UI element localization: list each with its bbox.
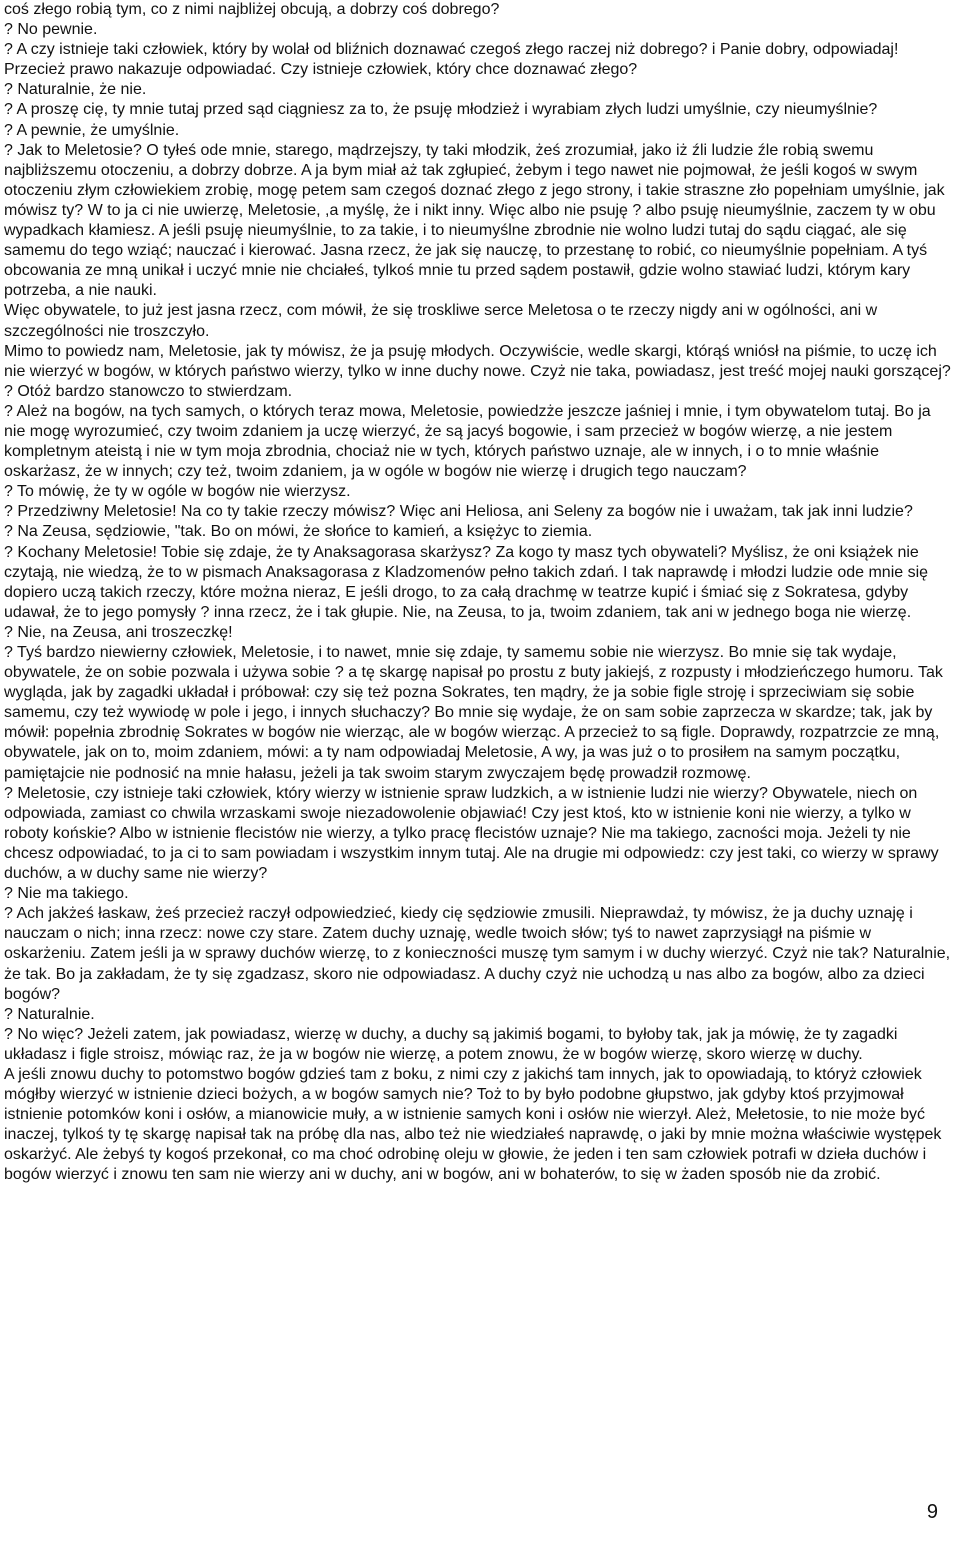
paragraph: ? Otóż bardzo stanowczo to stwierdzam. [4, 382, 293, 400]
paragraph: coś złego robią tym, co z nimi najbliżej obcują, a dobrzy coś dobrego? [4, 1, 500, 18]
paragraph: Więc obywatele, to już jest jasna rzecz, com mówił, że się troskliwe serce Meletosa o te rzeczy nigdy ani w ogólności, ani w szczególności nie troszczyło. [4, 302, 878, 340]
paragraph: ? Ależ na bogów, na tych samych, o których teraz mowa, Meletosie, powiedzże jeszcze jaśniej i mnie, i tym obywatelom tutaj. Bo ja nie mogę wyrozumieć, czy twoim zdaniem ja uczę wierzyć, że są jacyś bogowie, i sam przecież w bogów wierzę, a nie jestem kompletnym ateistą i nie w tym moja zbrodnia, chociaż nie w tych, których państwo uznaje, ale w innych, i o to mnie właśnie oskarżasz, że w innych; czy też, twoim zdaniem, ja w ogóle w bogów nie wierzę i drugich tego nauczam? [4, 402, 931, 481]
paragraph: ? Jak to Meletosie? O tyłeś ode mnie, starego, mądrzejszy, ty taki młodzik, żeś zrozumiał, jako iż źli ludzie źle robią swemu najbliższemu otoczeniu, a dobrzy dobrze. A ja bym miał aż tak zgłupieć, żebym i tego nawet nie pojmował, że jeśli kogoś w swym otoczeniu złym człowiekiem zrobię, mogę petem sam czegoś doznać złego z jego strony, i takie straszne zło popełniam umyślnie, jak mówisz ty? W to ja ci nie uwierzę, Meletosie, ,a myślę, że i nikt inny. Więc albo nie psuję ? albo psuję nieumyślnie, zaczem ty w obu wypadkach kłamiesz. A jeśli psuję nieumyślnie, to za takie, i to nieumyślne zbrodnie nie wolno ludzi tutaj do sądu ciągać, ale się samemu do tego wziąć; nauczać i kierować. Jasna rzecz, że jak się nauczę, to przestanę to robić, co nieumyślnie popełniam. A tyś obcowania ze mną unikał i uczyć mnie nie chciałeś, tylkoś mnie tu przed sądem postawił, gdzie wolno stawiać ludzi, którym kary potrzeba, a nie nauki. [4, 141, 945, 300]
paragraph: ? Ach jakżeś łaskaw, żeś przecież raczył odpowiedzieć, kiedy cię sędziowie zmusili. Nieprawdaż, ty mówisz, że ja duchy uznaję i nauczam o nich; inna rzecz: nowe czy stare. Zatem duchy uznaję, wedle twoich słów; tyś to nawet zaprzysiągł na piśmie w oskarżeniu. Zatem jeśli ja w sprawy duchów wierzę, to z konieczności muszę tym samym i w duchy wierzyć. Czyż nie tak? Naturalnie, że tak. Bo ja zakładam, że ty się zgadzasz, skoro nie odpowiadasz. A duchy czyż nie uchodzą u nas albo za bogów, albo za dzieci bogów? [4, 905, 951, 1003]
paragraph: ? No więc? Jeżeli zatem, jak powiadasz, wierzę w duchy, a duchy są jakimiś bogami, to byłoby tak, jak ja mówię, że ty zagadki układasz i figle stroisz, mówiąc raz, że ja w bogów nie wierzę, a potem znowu, że w bogów wierzę, skoro wierzę w duchy. [4, 1025, 898, 1063]
paragraph: ? Kochany Meletosie! Tobie się zdaje, że ty Anaksagorasa skarżysz? Za kogo ty masz tych obywateli? Myślisz, że oni książek nie czytają, nie wiedzą, że to w pismach Anaksagorasa z Kladzomenów pełno takich zdań. I tak naprawdę i młodzi ludzie ode mnie się dopiero uczą takich rzeczy, które można nieraz, E jeśli drogo, to za całą drachmę w teatrze kupić i śmiać się z Sokratesa, gdyby udawał, że to jego pomysły ? inna rzecz, że i tak głupie. Nie, na Zeusa, to ja, twoim zdaniem, tak ani w jednego boga nie wierzę. [4, 543, 929, 621]
document-body [4, 0, 956, 1186]
paragraph: Mimo to powiedz nam, Meletosie, jak ty mówisz, że ja psuję młodych. Oczywiście, wedle skargi, którąś wniósł na piśmie, to uczę ich nie wierzyć w bogów, w których państwo wierzy, tylko w inne duchy nowe. Czyż nie taka, powiadasz, jest treść mojej nauki gorszącej? [4, 342, 951, 380]
paragraph: ? Przedziwny Meletosie! Na co ty takie rzeczy mówisz? Więc ani Heliosa, ani Seleny za bogów nie i uważam, tak jak inni ludzie? [4, 503, 913, 521]
paragraph: ? Nie, na Zeusa, ani troszeczkę! [4, 623, 233, 641]
paragraph: ? Na Zeusa, sędziowie, "tak. Bo on mówi, że słońce to kamień, a księżyc to ziemia. [4, 523, 593, 541]
paragraph: A jeśli znowu duchy to potomstwo bogów gdzieś tam z boku, z nimi czy z jakichś tam innych, jak to opowiadają, to któryż człowiek mógłby wierzyć w istnienie dzieci bożych, a w bogów samych nie? Toż to by było podobne głupstwo, jak gdyby ktoś przyjmował istnienie potomków koni i osłów, a mianowicie muły, a w istnienie samych koni i osłów nie wierzył. Ależ, Mełetosie, to nie może być inaczej, tylkoś ty tę skargę napisał tak na próbę dla nas, albo też nie wiedziałeś naprawdę, o jaki by mnie można właściwie występek oskarżyć. Ale żebyś ty kogoś przekonał, co ma choć odrobinę oleju w głowie, że jeden i ten sam człowiek potrafi w dzieła duchów i bogów wierzyć i znowu ten sam nie wierzy ani w duchy, ani w bogów, ani w bohaterów, to się w żaden sposób nie da zrobić. [4, 1065, 942, 1184]
paragraph: ? Naturalnie. [4, 1005, 95, 1023]
paragraph: ? A pewnie, że umyślnie. [4, 121, 180, 139]
paragraph: ? Tyś bardzo niewierny człowiek, Meletosie, i to nawet, mnie się zdaje, ty samemu sobie nie wierzysz. Bo mnie się tak wydaje, obywatele, że on sobie pozwala i używa sobie ? a tę skargę napisał po prostu z buty jakiejś, z rozpusty i młodzieńczego humoru. Tak wygląda, jak by zagadki układał i próbował: czy się też pozna Sokrates, ten mądry, że ja sobie figle stroję i sprzeciwiam się sobie samemu, czy też wywiodę w pole i jego, i innych słuchaczy? Bo mnie się wydaje, że on sam sobie zaprzecza w skardze; tak, jak by mówił: popełnia zbrodnię Sokrates w bogów nie wierząc, ale w bogów wierząc. A przecież to są figle. Doprawdy, rozpatrzcie ze mną, obywatele, jak on to, moim zdaniem, mówi: a ty nam odpowiadaj Meletosie, A wy, ja was już o to prosiłem na samym początku, pamiętajcie nie podnosić na mnie hałasu, jeżeli ja tak swoim starym zwyczajem będę prowadził rozmowę. [4, 644, 943, 782]
page-number: 9 [926, 1501, 938, 1523]
paragraph: ? Naturalnie, że nie. [4, 81, 147, 99]
paragraph: ? To mówię, że ty w ogóle w bogów nie wierzysz. [4, 483, 351, 501]
paragraph: ? A czy istnieje taki człowiek, który by wolał od bliźnich doznawać czegoś złego raczej niż dobrego? i Panie dobry, odpowiadaj! Przecież prawo nakazuje odpowiadać. Czy istnieje człowiek, który chce doznawać złego? [4, 41, 899, 79]
paragraph: ? Nie ma takiego. [4, 885, 129, 903]
paragraph: ? No pewnie. [4, 21, 98, 39]
paragraph: ? Meletosie, czy istnieje taki człowiek, który wierzy w istnienie spraw ludzkich, a w istnienie ludzi nie wierzy? Obywatele, niech on odpowiada, zamiast co chwila wrzaskami swoje niezadowolenie objawiać! Czy jest ktoś, kto w istnienie koni nie wierzy, a tylko w roboty końskie? Albo w istnienie flecistów nie wierzy, a tylko pracę flecistów uznaje? Nie ma takiego, zacności moja. Jeżeli ty nie chcesz odpowiadać, to ja ci to sam powiadam i wszystkim innym tutaj. Ale na drugie mi odpowiedz: czy jest taki, co wierzy w sprawy duchów, a w duchy same nie wierzy? [4, 784, 939, 883]
paragraph: ? A proszę cię, ty mnie tutaj przed sąd ciągniesz za to, że psuję młodzież i wyrabiam złych ludzi umyślnie, czy nieumyślnie? [4, 101, 878, 119]
